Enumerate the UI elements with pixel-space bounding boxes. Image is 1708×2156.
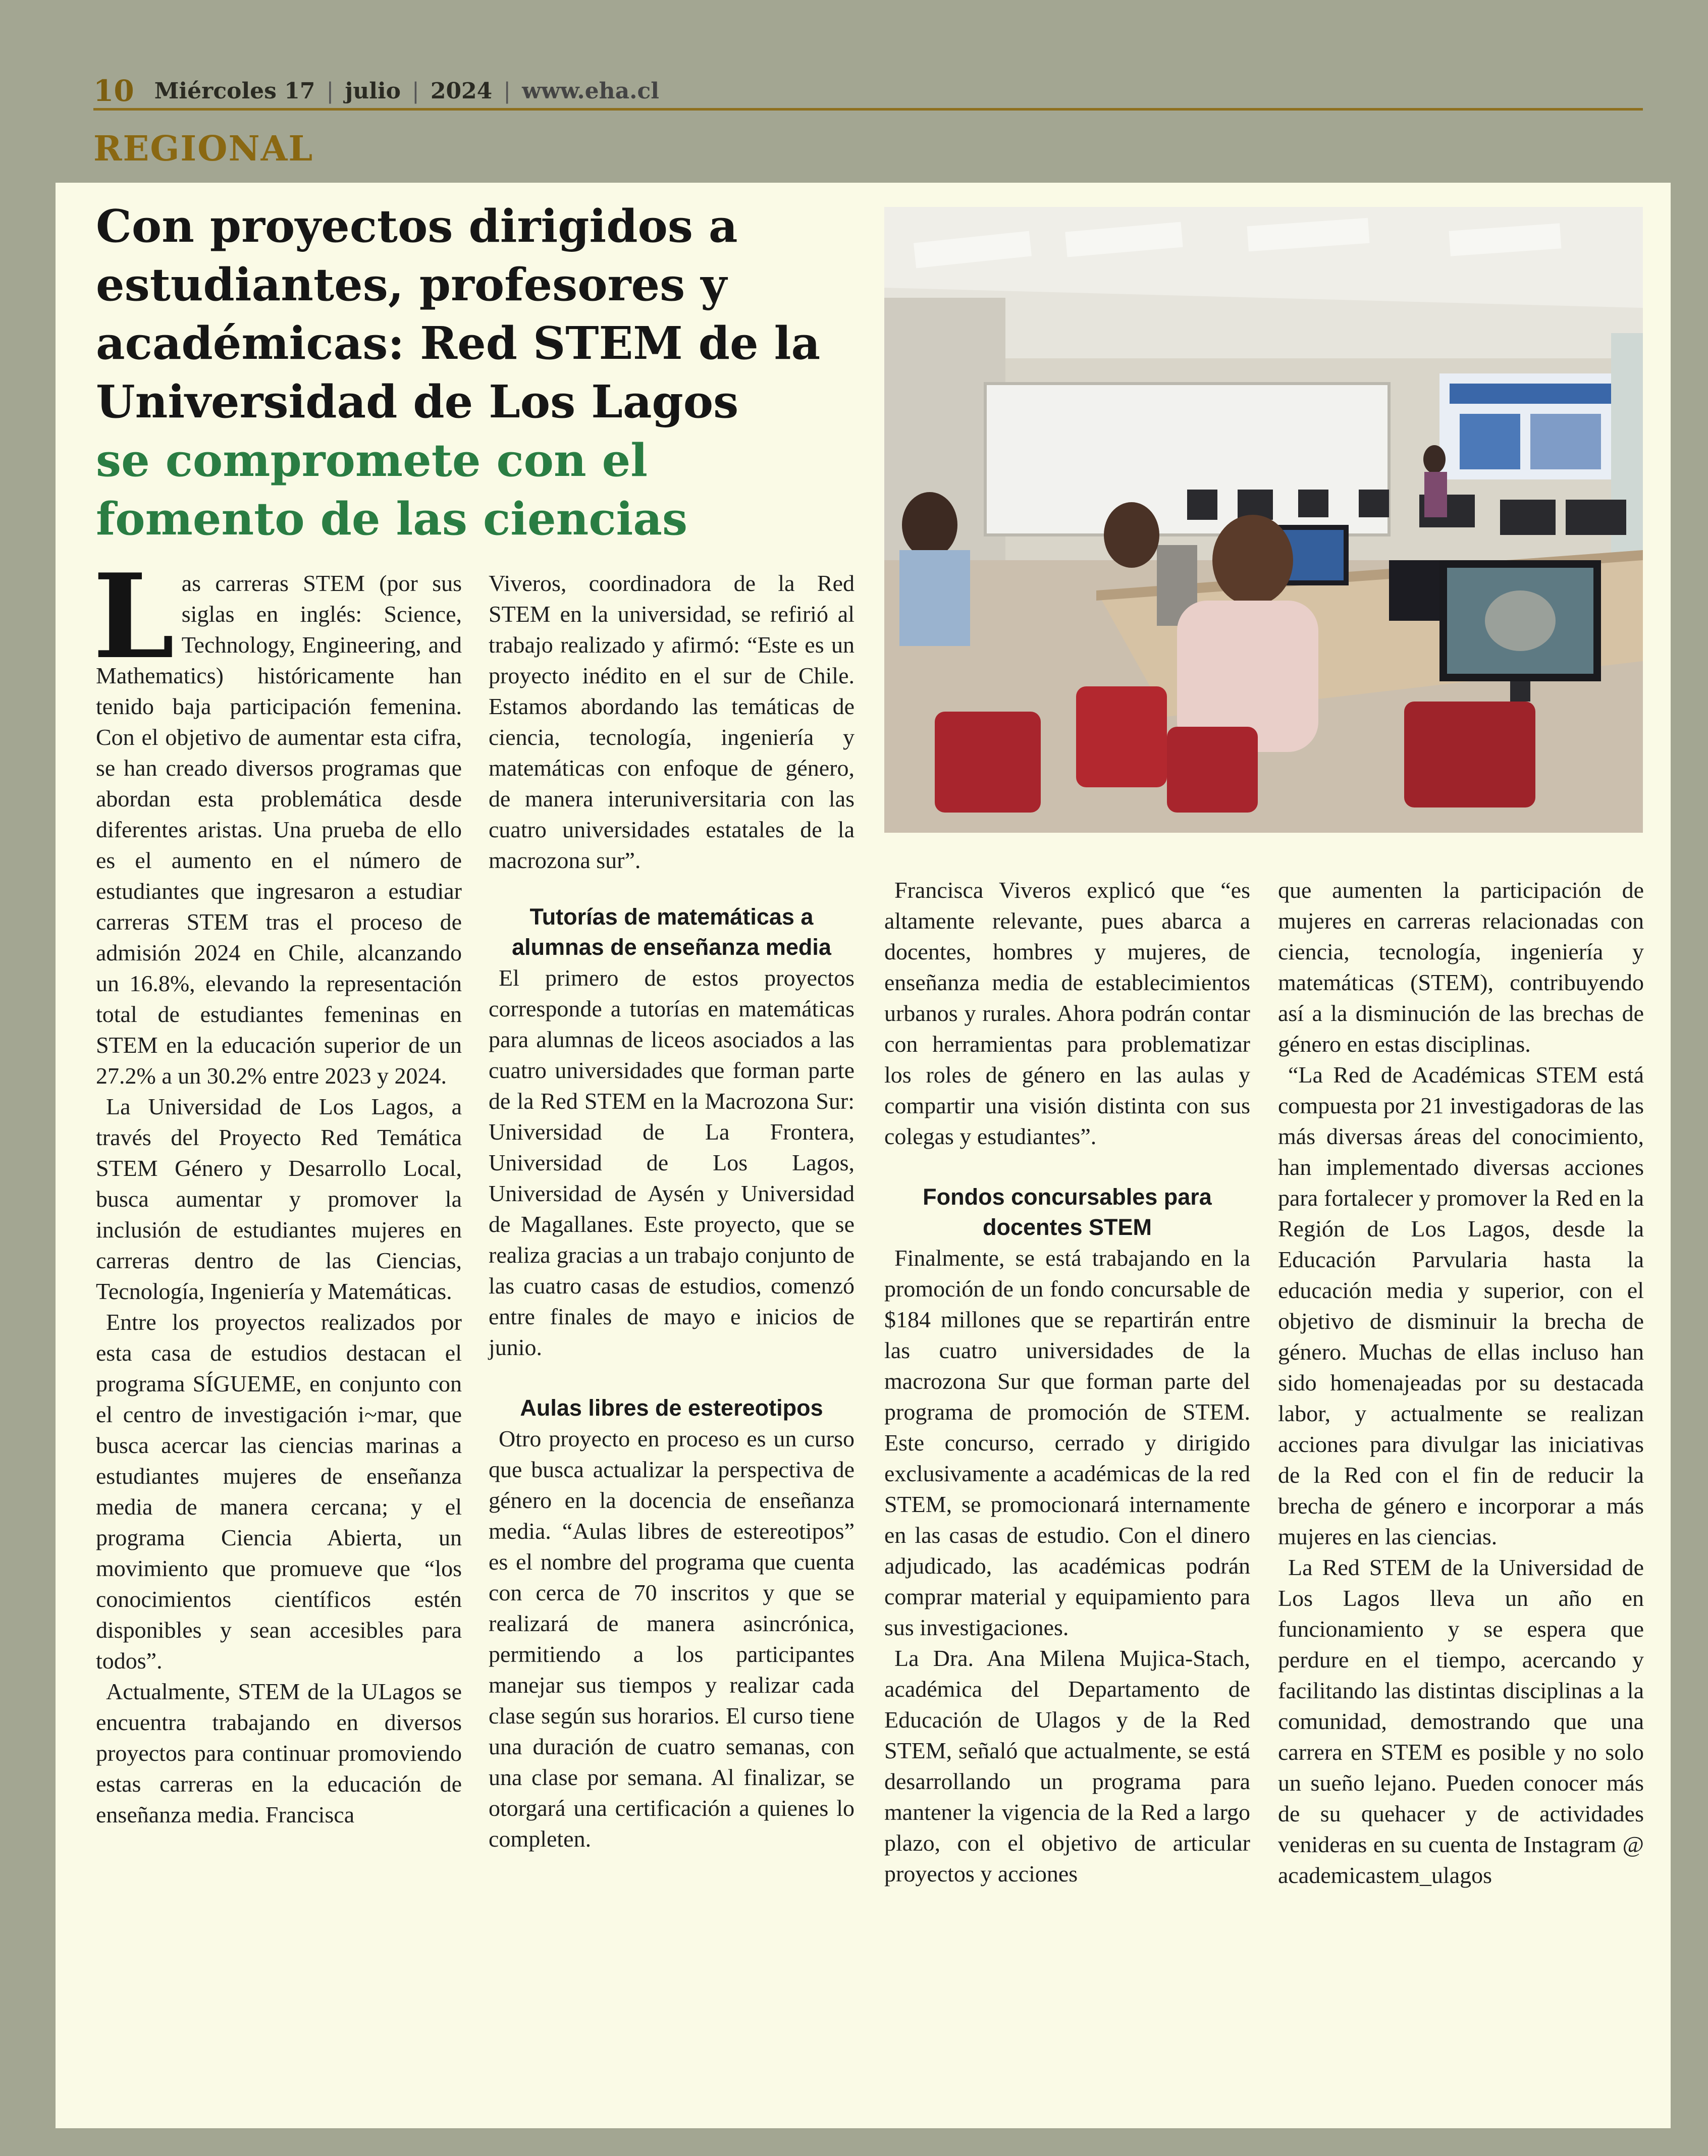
article-paragraph-text: as carreras STEM (por sus siglas en inglés: Science, Technology, Engineering, and Mathematics) históricamente han tenido baja participación femenina. Con el objetivo de aumentar esta cifra, se han creado diversos programas que abordan esta problemática desde diferentes aristas. Una prueba de ello es el aumento en el número de estudiantes que ingresaron a estudiar carreras STEM tras el proceso de admisión 2024 en Chile, alcanzando un 16.8%, elevando la representación total de estudiantes femeninas en STEM en la educación superior de un 27.2% a un 30.2% entre 2023 y 2024. xyxy=(96,570,462,1089)
masthead-year: 2024 xyxy=(430,78,493,104)
drop-cap: L xyxy=(93,549,175,685)
subheading-aulas: Aulas libres de estereotipos xyxy=(520,1395,823,1421)
article-column-1 xyxy=(93,549,462,1830)
article-paragraph: Viveros, coordinadora de la Red STEM en la universidad, se refirió al trabajo realizado y afirmó: “Este es un proyecto inédito en el sur de Chile. Estamos abordando las temáticas de ciencia, tecnología, ingeniería y matemáticas con enfoque de género, de manera interuniversitaria con las cuatro universidades estatales de la macrozona sur”. xyxy=(489,570,855,873)
article-paragraph: Finalmente, se está trabajando en la promoción de un fondo concursable de $184 millones que se repartirán entre las cuatro universidades de la macrozona Sur que forman parte del programa de promoción de STEM. Este concurso, cerrado y dirigido exclusivamente a académicas de la red STEM, se promocionará internamente en las casas de estudio. Con el dinero adjudicado, las académicas podrán comprar material y equipamiento para sus investigaciones. xyxy=(884,1245,1250,1640)
article-paragraph: La Universidad de Los Lagos, a través del Proyecto Red Temática STEM Género y Desarrollo Local, busca aumentar y promover la inclusión de estudiantes mujeres en carreras dentro de las Ciencias, Tecnología, Ingeniería y Matemáticas. xyxy=(96,1094,462,1304)
article-paragraph: La Red STEM de la Universidad de Los Lagos lleva un año en funcionamiento y se espera que perdure en el tiempo, acercando y facilitando las distintas disciplinas a la comunidad, demostrando que una carrera en STEM es posible y no solo un sueño lejano. Pueden conocer más de su quehacer y de actividades venideras en su cuenta de Instagram @ academicastem_ulagos xyxy=(1278,1554,1644,1888)
article-paragraph: “La Red de Académicas STEM está compuesta por 21 investigadoras de las más diversas áreas del conocimiento, han implementado diversas acciones para fortalecer y promover la Red en la Región de Los Lagos, desde la Educación Parvularia hasta la educación media y superior, con el objetivo de disminuir la brecha de género. Muchas de ellas incluso han sido homenajeadas por su destacada labor, y actualmente se realizan acciones para divulgar las iniciativas de la Red con el fin de reducir la brecha de género e incorporar a más mujeres en las ciencias. xyxy=(1278,1062,1644,1549)
article-paragraph: Actualmente, STEM de la ULagos se encuentra trabajando en diversos proyectos para continuar promoviendo estas carreras en la educación de enseñanza media. Francisca xyxy=(96,1679,462,1827)
article-column-4 xyxy=(1278,875,1644,1891)
article-column-3 xyxy=(884,875,1250,1889)
article-paragraph: El primero de estos proyectos corresponde a tutorías en matemáticas para alumnas de liceos asociados a las cuatro universidades que forman parte de la Red STEM en la Macrozona Sur: Universidad de La Frontera, Universidad de Los Lagos, Universidad de Aysén y Universidad de Magallanes. Este proyecto, que se realiza gracias a un trabajo conjunto de las cuatro casas de estudios, comenzó entre finales de mayo e inicios de junio. xyxy=(489,965,855,1360)
masthead-month: julio xyxy=(345,78,401,104)
masthead-date-day: Miércoles 17 xyxy=(154,78,315,104)
masthead-separator: | xyxy=(503,78,511,104)
article-paragraph: que aumenten la participación de mujeres en carreras relacionadas con ciencia, tecnología, ingeniería y matemáticas (STEM), contribuyendo así a la disminución de las brechas de género en estas disciplinas. xyxy=(1278,877,1644,1057)
masthead-rule xyxy=(93,108,1643,111)
classroom-photo-icon xyxy=(884,207,1643,833)
page-number: 10 xyxy=(93,74,134,108)
section-title: REGIONAL xyxy=(93,129,314,169)
classroom-photo xyxy=(884,207,1643,833)
subheading-fondos: Fondos concursables para docentes STEM xyxy=(923,1184,1212,1240)
subheading-tutorias: Tutorías de matemáticas a alumnas de enseñanza media xyxy=(512,904,831,960)
masthead-website[interactable]: www.eha.cl xyxy=(522,78,659,104)
article-paragraph xyxy=(93,549,462,1091)
masthead-separator: | xyxy=(412,78,419,104)
masthead-separator: | xyxy=(326,78,334,104)
masthead xyxy=(93,71,1643,111)
article-paragraph: La Dra. Ana Milena Mujica-Stach, académica del Departamento de Educación de Ulagos y de la Red STEM, señaló que actualmente, se está desarrollando un programa para mantener la vigencia de la Red a largo plazo, con el objetivo de articular proyectos y acciones xyxy=(884,1645,1250,1886)
article-column-2 xyxy=(489,568,855,1854)
headline-subtitle: se compromete con el fomento de las ciencias xyxy=(96,434,688,545)
headline xyxy=(96,197,853,548)
article-paragraph: Francisca Viveros explicó que “es altamente relevante, pues abarca a docentes, hombres y mujeres, de enseñanza media de establecimientos urbanos y rurales. Ahora podrán contar con herramientas para problematizar los roles de género en las aulas y compartir una visión distinta con sus colegas y estudiantes”. xyxy=(884,877,1250,1149)
headline-main: Con proyectos dirigidos a estudiantes, profesores y académicas: Red STEM de la Universidad de Los Lagos xyxy=(96,199,821,428)
article-paragraph: Entre los proyectos realizados por esta casa de estudios destacan el programa SÍGUEME, en conjunto con el centro de investigación i~mar, que busca acercar las ciencias marinas a estudiantes mujeres de enseñanza media de manera cercana; y el programa Ciencia Abierta, un movimiento que promueve que “los conocimientos científicos estén disponibles y sean accesibles para todos”. xyxy=(96,1309,462,1674)
article-paragraph: Otro proyecto en proceso es un curso que busca actualizar la perspectiva de género en la docencia de enseñanza media. “Aulas libres de estereotipos” es el nombre del programa que cuenta con cerca de 70 inscritos y que se realizará de manera asincrónica, permitiendo a los participantes manejar sus tiempos y realizar cada clase según sus horarios. El curso tiene una duración de cuatro semanas, con una clase por semana. Al finalizar, se otorgará una certificación a quienes lo completen. xyxy=(489,1426,855,1852)
